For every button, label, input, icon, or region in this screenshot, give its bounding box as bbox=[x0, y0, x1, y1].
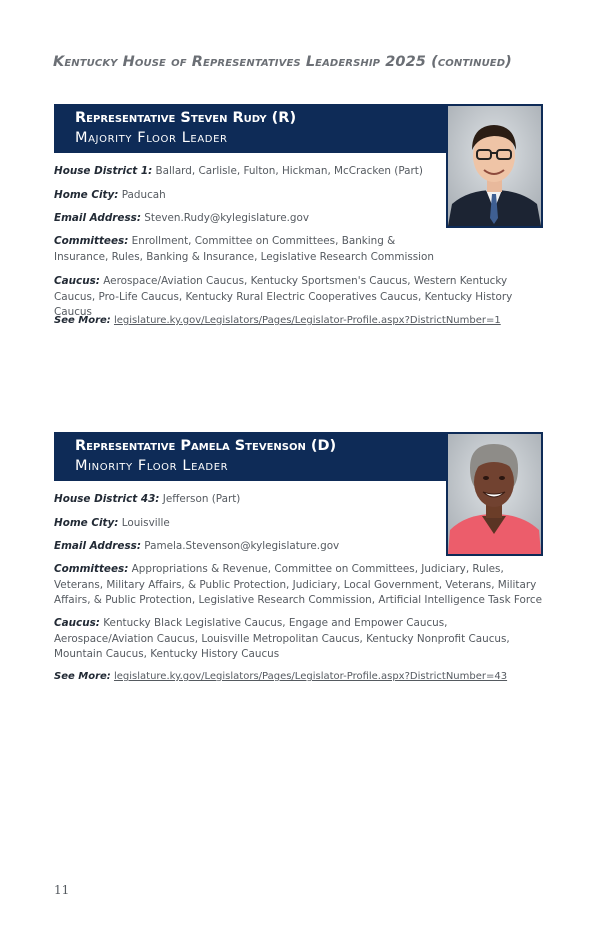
caucus-field bbox=[54, 616, 550, 663]
rep-photo-rudy bbox=[446, 104, 543, 228]
caucus-value: Aerospace/Aviation Caucus, Kentucky Sportsmen's Caucus, Western Kentucky Caucus, Pro-Life Caucus, Kentucky Rural Electric Cooperatives Caucus, Kentucky History Caucus bbox=[54, 275, 513, 318]
committees-value: Appropriations & Revenue, Committee on Committees, Judiciary, Rules, Veterans, Military Affairs, & Public Protection, Judiciary, Local Government, Veterans, Military Affairs, & Public Protection, Legislative Research Commission, Artificial Intelligence Task Force bbox=[54, 563, 543, 606]
see-more-field bbox=[54, 669, 550, 685]
district-field bbox=[54, 164, 454, 180]
home-city-value: Louisville bbox=[121, 517, 170, 529]
email-value[interactable]: Steven.Rudy@kylegislature.gov bbox=[144, 212, 309, 224]
rep-name: Representative Pamela Stevenson (D) bbox=[75, 438, 337, 454]
profile-link[interactable]: legislature.ky.gov/Legislators/Pages/Legislator-Profile.aspx?DistrictNumber=1 bbox=[113, 315, 501, 326]
district-value: Ballard, Carlisle, Fulton, Hickman, McCracken (Part) bbox=[155, 165, 423, 177]
home-city-value: Paducah bbox=[121, 189, 166, 201]
email-value[interactable]: Pamela.Stevenson@kylegislature.gov bbox=[144, 540, 340, 552]
home-city-label: Home City: bbox=[54, 517, 119, 529]
caucus-label: Caucus: bbox=[54, 275, 100, 287]
home-city-field bbox=[54, 188, 454, 204]
committees-field bbox=[54, 234, 449, 265]
caucus-label: Caucus: bbox=[54, 617, 100, 629]
page-number: 11 bbox=[54, 883, 70, 897]
rep-role: Minority Floor Leader bbox=[75, 458, 229, 474]
home-city-label: Home City: bbox=[54, 189, 119, 201]
committees-value: Enrollment, Committee on Committees, Banking & Insurance, Rules, Banking & Insurance, Legislative Research Commission bbox=[54, 235, 434, 263]
portrait-stevenson-image bbox=[448, 434, 541, 554]
committees-label: Committees: bbox=[54, 563, 129, 575]
rep-photo-stevenson bbox=[446, 432, 543, 556]
portrait-rudy-image bbox=[448, 106, 541, 226]
rep-banner-rudy bbox=[54, 104, 446, 153]
see-more-label: See More: bbox=[54, 315, 111, 326]
profile-link[interactable]: legislature.ky.gov/Legislators/Pages/Legislator-Profile.aspx?DistrictNumber=43 bbox=[113, 671, 508, 682]
rep-name: Representative Steven Rudy (R) bbox=[75, 110, 297, 126]
district-field bbox=[54, 492, 454, 508]
district-value: Jefferson (Part) bbox=[162, 493, 241, 505]
email-field bbox=[54, 211, 454, 227]
committees-label: Committees: bbox=[54, 235, 129, 247]
email-label: Email Address: bbox=[54, 540, 141, 552]
email-label: Email Address: bbox=[54, 212, 141, 224]
page-heading: Kentucky House of Representatives Leadership 2025 (continued) bbox=[53, 54, 512, 70]
rep-banner-stevenson bbox=[54, 432, 446, 481]
rep-role: Majority Floor Leader bbox=[75, 130, 228, 146]
district-label: House District 43: bbox=[54, 493, 160, 505]
district-label: House District 1: bbox=[54, 165, 153, 177]
email-field bbox=[54, 539, 454, 555]
see-more-field bbox=[54, 313, 550, 329]
see-more-label: See More: bbox=[54, 671, 111, 682]
caucus-value: Kentucky Black Legislative Caucus, Engage and Empower Caucus, Aerospace/Aviation Caucus, Louisville Metropolitan Caucus, Kentucky Nonprofit Caucus, Mountain Caucus, Kentucky History Caucus bbox=[54, 617, 510, 660]
home-city-field bbox=[54, 516, 454, 532]
committees-field bbox=[54, 562, 550, 609]
